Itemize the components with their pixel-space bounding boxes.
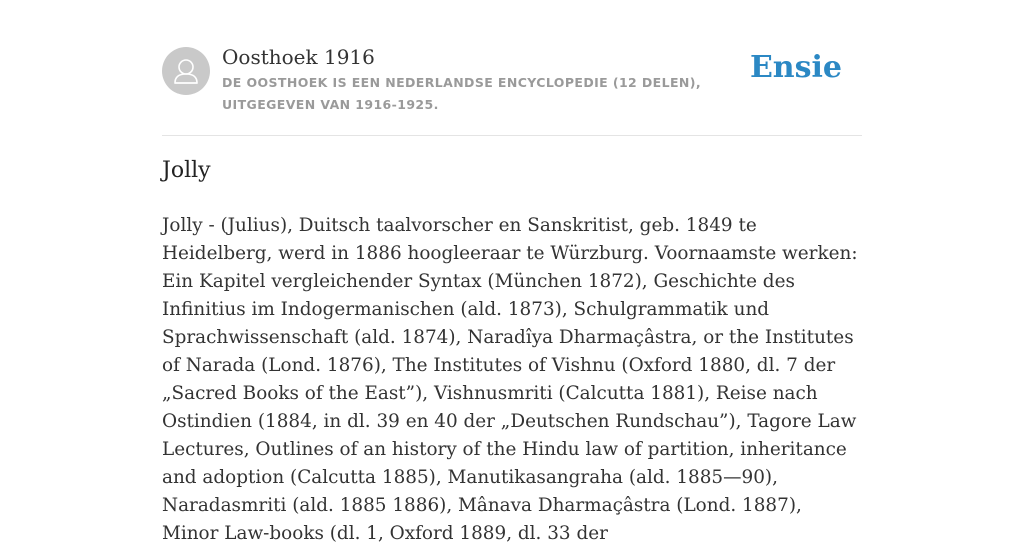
person-outline-icon: [162, 47, 210, 95]
page: [162, 0, 862, 544]
source-header: [162, 0, 862, 136]
source-description: DE OOSTHOEK IS EEN NEDERLANDSE ENCYCLOPEDIE (12 DELEN), UITGEGEVEN VAN 1916-1925.: [222, 75, 702, 112]
entry-body: Jolly - (Julius), Duitsch taalvorscher en Sanskritist, geb. 1849 te Heidelberg, werd in 1886 hoogleeraar te Würzburg. Voornaamste werken: Ein Kapitel vergleichender Syntax (München 1872), Geschichte des Infinitius im Indogermanischen (ald. 1873), Schulgrammatik und Sprachwissenschaft (ald. 1874), Naradîya Dharmaçâstra, or the Institutes of Narada (Lond. 1876), The Institutes of Vishnu (Oxford 1880, dl. 7 der „Sacred Books of the East”), Vishnusmriti (Calcutta 1881), Reise nach Ostindien (1884, in dl. 39 en 40 der „Deutschen Rundschau”), Tagore Law Lectures, Outlines of an history of the Hindu law of partition, inheritance and adoption (Calcutta 1885), Manutikasangraha (ald. 1885—90), Naradasmriti (ald. 1885 1886), Mânava Dharmaçâstra (Lond. 1887), Minor Law-books (dl. 1, Oxford 1889, dl. 33 der: [162, 215, 858, 544]
brand-logo[interactable]: Ensie: [749, 50, 842, 85]
entry-title: Jolly: [162, 158, 211, 183]
user-avatar-icon[interactable]: [162, 47, 210, 95]
source-title[interactable]: Oosthoek 1916: [222, 45, 375, 69]
